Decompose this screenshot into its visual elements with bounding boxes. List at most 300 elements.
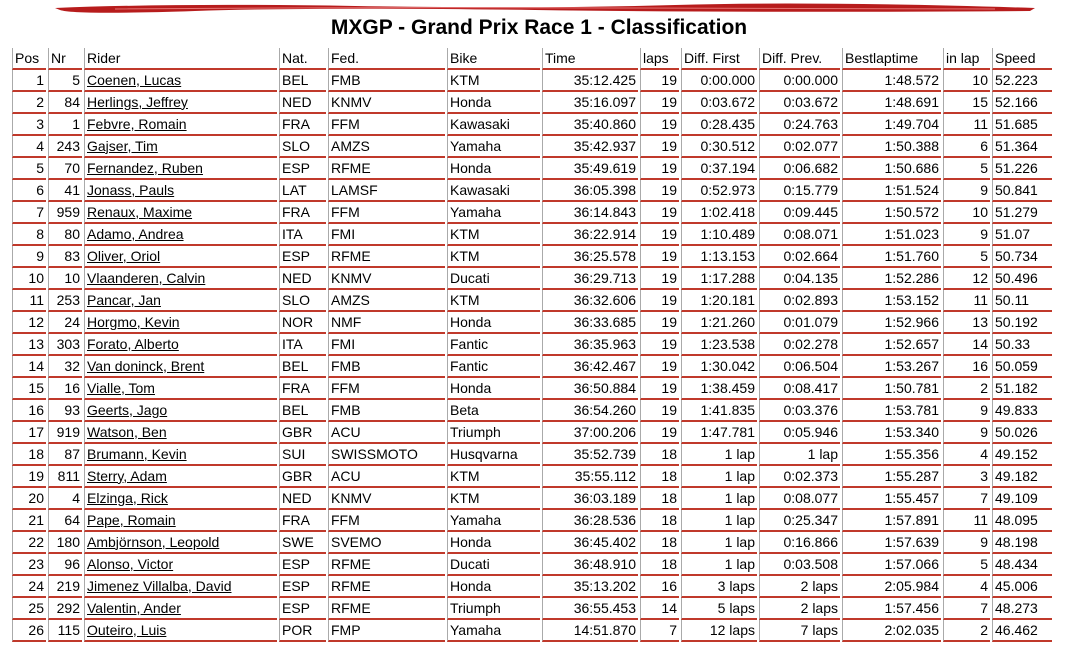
cell-nr: 16	[48, 378, 82, 400]
cell-diff-first: 0:03.672	[681, 92, 757, 114]
cell-nr: 84	[48, 92, 82, 114]
cell-diff-prev: 0:02.077	[759, 136, 840, 158]
cell-in-lap: 4	[943, 444, 990, 466]
cell-fed: ACU	[328, 466, 445, 488]
cell-rider	[84, 400, 277, 422]
cell-nr: 93	[48, 400, 82, 422]
cell-diff-prev: 0:08.417	[759, 378, 840, 400]
rider-link[interactable]: Vlaanderen, Calvin	[87, 269, 206, 286]
cell-speed: 48.198	[992, 532, 1052, 554]
table-row	[12, 70, 1052, 92]
table-row	[12, 158, 1052, 180]
table-row	[12, 576, 1052, 598]
cell-diff-first: 1:02.418	[681, 202, 757, 224]
cell-diff-first: 1 lap	[681, 444, 757, 466]
rider-link[interactable]: Horgmo, Kevin	[87, 313, 180, 330]
cell-laps: 19	[640, 114, 679, 136]
rider-link[interactable]: Alonso, Victor	[87, 555, 174, 572]
table-row	[12, 334, 1052, 356]
cell-pos: 23	[12, 554, 46, 576]
cell-bestlaptime: 1:50.686	[842, 158, 941, 180]
cell-speed: 48.273	[992, 598, 1052, 620]
rider-link[interactable]: Pancar, Jan	[87, 291, 161, 308]
rider-link[interactable]: Valentin, Ander	[87, 599, 181, 616]
table-row	[12, 554, 1052, 576]
cell-diff-prev: 0:02.278	[759, 334, 840, 356]
rider-link[interactable]: Febvre, Romain	[87, 115, 187, 132]
rider-link[interactable]: Van doninck, Brent	[87, 357, 205, 374]
cell-bestlaptime: 1:48.691	[842, 92, 941, 114]
cell-in-lap: 9	[943, 180, 990, 202]
cell-diff-prev: 0:08.071	[759, 224, 840, 246]
rider-link[interactable]: Pape, Romain	[87, 511, 176, 528]
cell-bike: Triumph	[447, 598, 540, 620]
cell-bike: Fantic	[447, 334, 540, 356]
cell-in-lap: 7	[943, 598, 990, 620]
cell-time: 35:55.112	[542, 466, 638, 488]
cell-in-lap: 5	[943, 246, 990, 268]
cell-nat: GBR	[279, 422, 326, 444]
col-header-nat: Nat.	[279, 48, 326, 70]
cell-speed: 45.006	[992, 576, 1052, 598]
cell-speed: 49.182	[992, 466, 1052, 488]
cell-bike: Husqvarna	[447, 444, 540, 466]
header-brush-stroke	[55, 2, 1035, 14]
cell-diff-prev: 0:02.373	[759, 466, 840, 488]
cell-time: 36:35.963	[542, 334, 638, 356]
cell-rider	[84, 466, 277, 488]
cell-fed: RFME	[328, 158, 445, 180]
cell-in-lap: 9	[943, 224, 990, 246]
cell-bestlaptime: 1:53.267	[842, 356, 941, 378]
cell-time: 36:54.260	[542, 400, 638, 422]
cell-diff-first: 1:38.459	[681, 378, 757, 400]
cell-bestlaptime: 1:55.457	[842, 488, 941, 510]
cell-laps: 19	[640, 422, 679, 444]
cell-diff-first: 1 lap	[681, 488, 757, 510]
rider-link[interactable]: Geerts, Jago	[87, 401, 168, 418]
cell-nr: 919	[48, 422, 82, 444]
cell-bestlaptime: 1:57.456	[842, 598, 941, 620]
cell-diff-prev: 0:02.893	[759, 290, 840, 312]
cell-diff-prev: 0:06.682	[759, 158, 840, 180]
cell-speed: 51.182	[992, 378, 1052, 400]
cell-bike: Yamaha	[447, 202, 540, 224]
table-row	[12, 180, 1052, 202]
cell-speed: 50.841	[992, 180, 1052, 202]
cell-time: 35:52.739	[542, 444, 638, 466]
cell-in-lap: 12	[943, 268, 990, 290]
cell-laps: 19	[640, 180, 679, 202]
col-header-diff-first: Diff. First	[681, 48, 757, 70]
cell-pos: 4	[12, 136, 46, 158]
cell-laps: 19	[640, 290, 679, 312]
cell-rider	[84, 422, 277, 444]
cell-time: 36:32.606	[542, 290, 638, 312]
cell-nat: NED	[279, 92, 326, 114]
cell-bestlaptime: 1:53.340	[842, 422, 941, 444]
cell-nr: 180	[48, 532, 82, 554]
cell-in-lap: 11	[943, 510, 990, 532]
cell-laps: 18	[640, 554, 679, 576]
cell-time: 14:51.870	[542, 620, 638, 642]
cell-in-lap: 6	[943, 136, 990, 158]
cell-speed: 50.734	[992, 246, 1052, 268]
cell-rider	[84, 510, 277, 532]
cell-diff-prev: 0:16.866	[759, 532, 840, 554]
cell-laps: 19	[640, 378, 679, 400]
cell-bestlaptime: 1:50.572	[842, 202, 941, 224]
cell-bike: Honda	[447, 312, 540, 334]
cell-bike: Yamaha	[447, 510, 540, 532]
cell-diff-first: 1 lap	[681, 466, 757, 488]
cell-diff-prev: 0:09.445	[759, 202, 840, 224]
cell-fed: FMI	[328, 334, 445, 356]
cell-fed: FFM	[328, 114, 445, 136]
cell-bestlaptime: 1:51.524	[842, 180, 941, 202]
cell-laps: 18	[640, 532, 679, 554]
cell-bestlaptime: 2:05.984	[842, 576, 941, 598]
cell-nr: 5	[48, 70, 82, 92]
cell-bike: Kawasaki	[447, 114, 540, 136]
cell-in-lap: 11	[943, 114, 990, 136]
cell-diff-prev: 0:03.508	[759, 554, 840, 576]
cell-pos: 26	[12, 620, 46, 642]
cell-in-lap: 15	[943, 92, 990, 114]
cell-bestlaptime: 1:55.287	[842, 466, 941, 488]
table-header-row	[12, 48, 1052, 70]
cell-bike: KTM	[447, 224, 540, 246]
table-row	[12, 246, 1052, 268]
cell-speed: 51.685	[992, 114, 1052, 136]
cell-rider	[84, 554, 277, 576]
cell-speed: 50.11	[992, 290, 1052, 312]
cell-diff-first: 1:21.260	[681, 312, 757, 334]
cell-rider	[84, 114, 277, 136]
cell-laps: 19	[640, 334, 679, 356]
cell-laps: 19	[640, 400, 679, 422]
cell-laps: 19	[640, 136, 679, 158]
cell-diff-first: 5 laps	[681, 598, 757, 620]
table-row	[12, 488, 1052, 510]
cell-diff-first: 0:37.194	[681, 158, 757, 180]
cell-in-lap: 2	[943, 620, 990, 642]
rider-link[interactable]: Ambjörnson, Leopold	[87, 533, 220, 550]
rider-link[interactable]: Gajser, Tim	[87, 137, 158, 154]
cell-fed: KNMV	[328, 268, 445, 290]
cell-nr: 219	[48, 576, 82, 598]
cell-bike: KTM	[447, 488, 540, 510]
table-row	[12, 466, 1052, 488]
cell-time: 36:55.453	[542, 598, 638, 620]
table-row	[12, 400, 1052, 422]
cell-rider	[84, 620, 277, 642]
cell-pos: 15	[12, 378, 46, 400]
cell-bike: KTM	[447, 246, 540, 268]
cell-in-lap: 16	[943, 356, 990, 378]
cell-time: 35:16.097	[542, 92, 638, 114]
cell-nat: SUI	[279, 444, 326, 466]
table-row	[12, 532, 1052, 554]
cell-laps: 19	[640, 158, 679, 180]
cell-nat: ITA	[279, 224, 326, 246]
cell-bestlaptime: 1:50.781	[842, 378, 941, 400]
cell-laps: 19	[640, 92, 679, 114]
cell-time: 36:45.402	[542, 532, 638, 554]
cell-time: 36:25.578	[542, 246, 638, 268]
table-row	[12, 290, 1052, 312]
cell-rider	[84, 532, 277, 554]
cell-rider	[84, 576, 277, 598]
cell-nat: FRA	[279, 202, 326, 224]
cell-in-lap: 9	[943, 532, 990, 554]
cell-nat: SLO	[279, 290, 326, 312]
cell-diff-first: 1:41.835	[681, 400, 757, 422]
col-header-bestlaptime: Bestlaptime	[842, 48, 941, 70]
cell-fed: AMZS	[328, 136, 445, 158]
cell-speed: 50.496	[992, 268, 1052, 290]
cell-laps: 7	[640, 620, 679, 642]
cell-fed: ACU	[328, 422, 445, 444]
cell-in-lap: 14	[943, 334, 990, 356]
rider-link[interactable]: Forato, Alberto	[87, 335, 179, 352]
cell-nr: 243	[48, 136, 82, 158]
cell-nat: ESP	[279, 246, 326, 268]
cell-nr: 70	[48, 158, 82, 180]
cell-fed: AMZS	[328, 290, 445, 312]
cell-bike: KTM	[447, 70, 540, 92]
cell-in-lap: 5	[943, 554, 990, 576]
cell-diff-prev: 0:06.504	[759, 356, 840, 378]
cell-speed: 50.33	[992, 334, 1052, 356]
cell-diff-prev: 0:15.779	[759, 180, 840, 202]
table-row	[12, 378, 1052, 400]
cell-time: 35:13.202	[542, 576, 638, 598]
cell-fed: KNMV	[328, 92, 445, 114]
rider-link[interactable]: Outeiro, Luis	[87, 621, 167, 638]
cell-pos: 2	[12, 92, 46, 114]
cell-fed: RFME	[328, 598, 445, 620]
rider-link[interactable]: Vialle, Tom	[87, 379, 155, 396]
cell-laps: 19	[640, 356, 679, 378]
rider-link[interactable]: Coenen, Lucas	[87, 71, 182, 88]
rider-link[interactable]: Fernandez, Ruben	[87, 159, 203, 176]
cell-time: 37:00.206	[542, 422, 638, 444]
cell-diff-prev: 0:05.946	[759, 422, 840, 444]
cell-pos: 5	[12, 158, 46, 180]
cell-diff-prev: 2 laps	[759, 576, 840, 598]
cell-rider	[84, 488, 277, 510]
cell-bestlaptime: 1:48.572	[842, 70, 941, 92]
cell-nat: SLO	[279, 136, 326, 158]
cell-fed: RFME	[328, 246, 445, 268]
table-row	[12, 620, 1052, 642]
rider-link[interactable]: Herlings, Jeffrey	[87, 93, 188, 110]
table-row	[12, 136, 1052, 158]
cell-laps: 18	[640, 510, 679, 532]
col-header-nr: Nr	[48, 48, 82, 70]
cell-nr: 24	[48, 312, 82, 334]
cell-rider	[84, 290, 277, 312]
cell-in-lap: 3	[943, 466, 990, 488]
table-row	[12, 92, 1052, 114]
rider-link[interactable]: Adamo, Andrea	[87, 225, 184, 242]
cell-pos: 16	[12, 400, 46, 422]
cell-nr: 41	[48, 180, 82, 202]
cell-pos: 21	[12, 510, 46, 532]
cell-fed: FMP	[328, 620, 445, 642]
cell-nr: 811	[48, 466, 82, 488]
cell-pos: 10	[12, 268, 46, 290]
cell-nr: 4	[48, 488, 82, 510]
cell-diff-first: 12 laps	[681, 620, 757, 642]
rider-link[interactable]: Oliver, Oriol	[87, 247, 161, 264]
rider-link[interactable]: Brumann, Kevin	[87, 445, 187, 462]
cell-fed: LAMSF	[328, 180, 445, 202]
cell-bike: Yamaha	[447, 136, 540, 158]
col-header-in-lap: in lap	[943, 48, 990, 70]
cell-diff-prev: 7 laps	[759, 620, 840, 642]
cell-in-lap: 10	[943, 202, 990, 224]
cell-bestlaptime: 1:57.891	[842, 510, 941, 532]
cell-bestlaptime: 1:51.760	[842, 246, 941, 268]
cell-fed: FMB	[328, 356, 445, 378]
cell-nr: 292	[48, 598, 82, 620]
table-row	[12, 202, 1052, 224]
rider-link[interactable]: Sterry, Adam	[87, 467, 167, 484]
cell-nr: 32	[48, 356, 82, 378]
cell-pos: 24	[12, 576, 46, 598]
cell-fed: FFM	[328, 202, 445, 224]
cell-diff-first: 1:20.181	[681, 290, 757, 312]
cell-in-lap: 11	[943, 290, 990, 312]
col-header-diff-prev: Diff. Prev.	[759, 48, 840, 70]
cell-bike: Triumph	[447, 422, 540, 444]
cell-in-lap: 9	[943, 422, 990, 444]
table-row	[12, 422, 1052, 444]
cell-nat: ESP	[279, 576, 326, 598]
cell-pos: 1	[12, 70, 46, 92]
cell-speed: 49.833	[992, 400, 1052, 422]
cell-pos: 11	[12, 290, 46, 312]
rider-link[interactable]: Renaux, Maxime	[87, 203, 193, 220]
cell-speed: 48.434	[992, 554, 1052, 576]
cell-in-lap: 5	[943, 158, 990, 180]
table-row	[12, 224, 1052, 246]
cell-time: 36:48.910	[542, 554, 638, 576]
cell-pos: 22	[12, 532, 46, 554]
rider-link[interactable]: Jonass, Pauls	[87, 181, 175, 198]
cell-bestlaptime: 1:52.657	[842, 334, 941, 356]
cell-speed: 48.095	[992, 510, 1052, 532]
cell-laps: 16	[640, 576, 679, 598]
cell-diff-first: 1 lap	[681, 554, 757, 576]
cell-diff-prev: 0:00.000	[759, 70, 840, 92]
cell-nat: POR	[279, 620, 326, 642]
col-header-rider: Rider	[84, 48, 277, 70]
cell-nr: 80	[48, 224, 82, 246]
cell-diff-first: 0:28.435	[681, 114, 757, 136]
cell-rider	[84, 598, 277, 620]
cell-speed: 50.059	[992, 356, 1052, 378]
cell-fed: RFME	[328, 554, 445, 576]
rider-link[interactable]: Watson, Ben	[87, 423, 167, 440]
cell-laps: 19	[640, 246, 679, 268]
cell-pos: 14	[12, 356, 46, 378]
cell-diff-first: 0:30.512	[681, 136, 757, 158]
cell-rider	[84, 312, 277, 334]
cell-fed: NMF	[328, 312, 445, 334]
cell-rider	[84, 180, 277, 202]
cell-nr: 115	[48, 620, 82, 642]
cell-diff-first: 3 laps	[681, 576, 757, 598]
cell-speed: 46.462	[992, 620, 1052, 642]
cell-time: 36:33.685	[542, 312, 638, 334]
cell-diff-first: 1:30.042	[681, 356, 757, 378]
cell-bike: KTM	[447, 466, 540, 488]
col-header-laps: laps	[640, 48, 679, 70]
cell-laps: 14	[640, 598, 679, 620]
cell-nr: 303	[48, 334, 82, 356]
cell-nat: ESP	[279, 598, 326, 620]
cell-bike: Yamaha	[447, 620, 540, 642]
cell-speed: 52.223	[992, 70, 1052, 92]
cell-diff-first: 1:23.538	[681, 334, 757, 356]
cell-time: 35:49.619	[542, 158, 638, 180]
cell-bestlaptime: 2:02.035	[842, 620, 941, 642]
table-row	[12, 312, 1052, 334]
cell-laps: 18	[640, 444, 679, 466]
cell-time: 35:12.425	[542, 70, 638, 92]
cell-bike: Honda	[447, 378, 540, 400]
cell-bike: Ducati	[447, 554, 540, 576]
cell-nat: FRA	[279, 114, 326, 136]
cell-nat: GBR	[279, 466, 326, 488]
cell-pos: 20	[12, 488, 46, 510]
cell-nr: 959	[48, 202, 82, 224]
cell-in-lap: 4	[943, 576, 990, 598]
cell-speed: 49.152	[992, 444, 1052, 466]
cell-pos: 3	[12, 114, 46, 136]
cell-rider	[84, 92, 277, 114]
cell-bestlaptime: 1:52.286	[842, 268, 941, 290]
cell-diff-first: 1:47.781	[681, 422, 757, 444]
cell-diff-prev: 0:04.135	[759, 268, 840, 290]
cell-diff-first: 0:52.973	[681, 180, 757, 202]
cell-fed: KNMV	[328, 488, 445, 510]
cell-nat: NED	[279, 488, 326, 510]
cell-time: 36:14.843	[542, 202, 638, 224]
cell-rider	[84, 202, 277, 224]
cell-bike: Honda	[447, 92, 540, 114]
rider-link[interactable]: Jimenez Villalba, David	[87, 577, 232, 594]
cell-rider	[84, 444, 277, 466]
cell-bestlaptime: 1:52.966	[842, 312, 941, 334]
cell-rider	[84, 334, 277, 356]
cell-diff-prev: 2 laps	[759, 598, 840, 620]
cell-speed: 51.279	[992, 202, 1052, 224]
cell-time: 36:42.467	[542, 356, 638, 378]
cell-diff-first: 1 lap	[681, 532, 757, 554]
cell-bestlaptime: 1:57.066	[842, 554, 941, 576]
cell-diff-prev: 0:03.672	[759, 92, 840, 114]
cell-nat: NED	[279, 268, 326, 290]
cell-time: 36:22.914	[542, 224, 638, 246]
cell-in-lap: 2	[943, 378, 990, 400]
cell-fed: SWISSMOTO	[328, 444, 445, 466]
rider-link[interactable]: Elzinga, Rick	[87, 489, 168, 506]
cell-bestlaptime: 1:50.388	[842, 136, 941, 158]
